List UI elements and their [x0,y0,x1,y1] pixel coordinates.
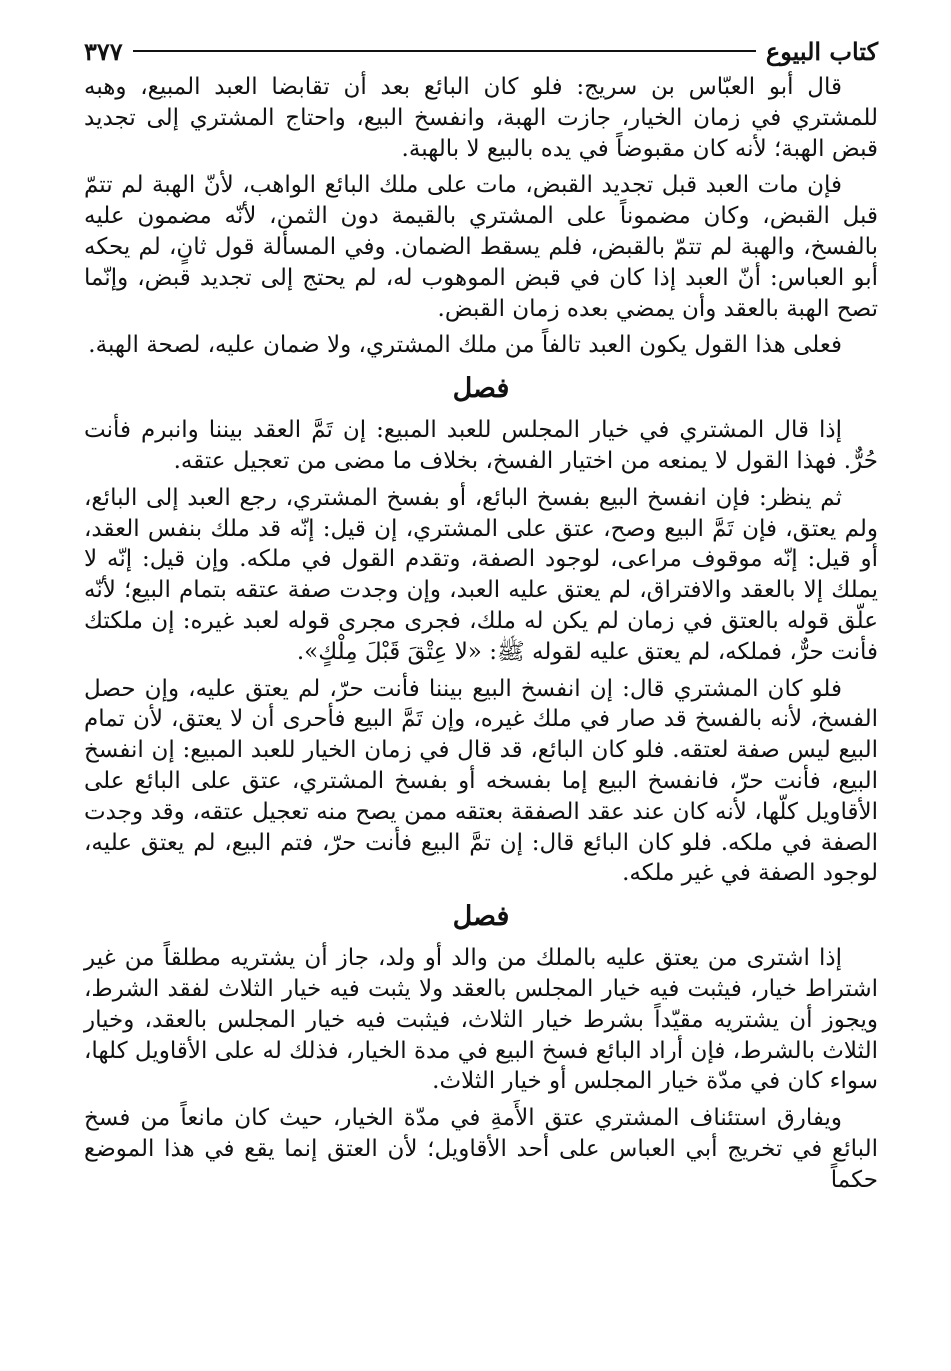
paragraph: قال أبو العبّاس بن سريج: فلو كان البائع بعد أن تقابضا العبد المبيع، وهبه للمشتري في زمان الخيار، جازت الهبة، وانفسخ البيع، واحتاج المشتري إلى تجديد قبض الهبة؛ لأنه كان مقبوضاً في يده بالبيع لا بالهبة. [84,74,878,162]
paragraph: إذا قال المشتري في خيار المجلس للعبد المبيع: إن تَمَّ العقد بيننا وانبرم فأنت حُرٌّ. فهذا القول لا يمنعه من اختيار الفسخ، بخلاف ما مضى من تعجيل عتقه. [84,417,878,474]
section-heading: فصل [452,373,510,405]
page-number: ٣٧٧ [84,36,123,66]
page-header [84,34,878,68]
paragraph: ويفارق استئناف المشتري عتق الأَمةِ في مدّة الخيار، حيث كان مانعاً من فسخ البائع في تخريج أبي العباس على أحد الأقاويل؛ لأن العتق إنما يقع في هذا الموضع حكماً [84,1105,878,1193]
paragraph: إذا اشترى من يعتق عليه بالملك من والد أو ولد، جاز أن يشتريه مطلقاً من غير اشتراط خيار، فيثبت فيه خيار المجلس بالعقد ولا يثبت فيه خيار الثلاث لفقد الشرط، ويجوز أن يشتريه مقيّداً بشرط خيار الثلاث، فيثبت فيه خيار المجلس بالعقد، وخيار الثلاث بالشرط، فإن أراد البائع فسخ البيع في مدة الخيار، فذلك له على الأقاويل كلها، سواء كان في مدّة خيار المجلس أو خيار الثلاث. [84,945,878,1095]
paragraph: فعلى هذا القول يكون العبد تالفاً من ملك المشتري، ولا ضمان عليه، لصحة الهبة. [88,332,842,359]
header-rule [133,50,756,52]
paragraph: فإن مات العبد قبل تجديد القبض، مات على ملك البائع الواهب، لأنّ الهبة لم تتمّ قبل القبض، وكان مضموناً على المشتري بالقيمة دون الثمن، لأنّه مضمون عليه بالفسخ، والهبة لم تتمّ بالقبض، فلم يسقط الضمان. وفي المسألة قول ثانٍ، لم يحكه أبو العباس: أنّ العبد إذا كان في قبض الموهوب له، لم يحتج إلى تجديد قبض، وإنّما تصح الهبة بالعقد وأن يمضي بعده زمان القبض. [84,172,878,322]
page-body [84,72,878,1196]
section-heading: فصل [452,901,510,933]
paragraph: ثم ينظر: فإن انفسخ البيع بفسخ البائع، أو بفسخ المشتري، رجع العبد إلى البائع، ولم يعتق، فإن تَمَّ البيع وصح، عتق على المشتري، إن قيل: إنّه قد ملك بنفس العقد، أو قيل: إنّه موقوف مراعى، لوجود الصفة، وتقدم القول في ملكه. وإن قيل: إنّه لا يملك إلا بالعقد والافتراق، لم يعتق عليه العبد، وإن وجدت صفة عتقه بتمام البيع؛ لأنّه علّق قوله بالعتق في زمان لم يكن له ملك، فجرى مجرى قوله لعبد غيره: إن ملكتك فأنت حرٌّ، فملكه، لم يعتق عليه لقوله ﷺ: «لا عِتْقَ قَبْلَ مِلْكٍ». [84,484,878,665]
running-title: كتاب البيوع [765,36,878,66]
paragraph: فلو كان المشتري قال: إن انفسخ البيع بيننا فأنت حرّ، لم يعتق عليه، وإن حصل الفسخ، لأنه بالفسخ قد صار في ملك غيره، وإن تَمَّ البيع فأحرى أن لا يعتق، لأن تمام البيع ليس صفة لعتقه. فلو كان البائع، قد قال في زمان الخيار للعبد المبيع: إن انفسخ البيع، فأنت حرّ، فانفسخ البيع إما بفسخه أو بفسخ المشتري، عتق على البائع على الأقاويل كلّها، لأنه كان عند عقد الصفقة بعتقه ممن يصح منه تعجيل عتقه، وقد وجدت الصفة في ملكه. فلو كان البائع قال: إن تمَّ البيع فأنت حرّ، فتم البيع، لم يعتق عليه، لوجود الصفة في غير ملكه. [84,675,878,887]
